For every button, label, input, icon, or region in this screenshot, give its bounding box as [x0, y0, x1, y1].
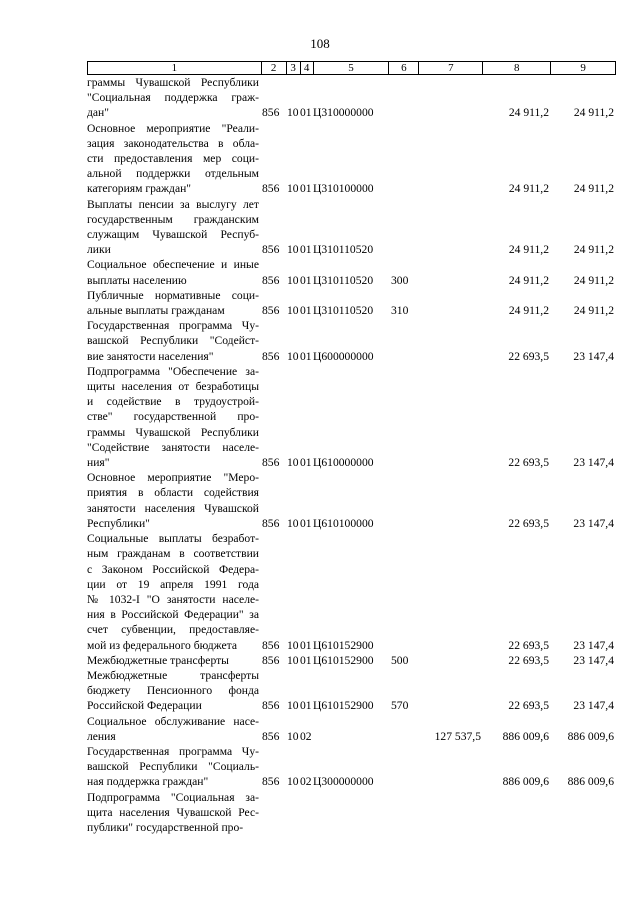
header-col-2: 2	[262, 62, 287, 74]
amount-col-8-cell: 24 911,2	[508, 182, 549, 196]
header-col-8: 8	[483, 62, 551, 74]
ministry-code-cell: 856	[262, 638, 280, 652]
table-row	[87, 744, 616, 790]
row-name-line: ным гражданам в соответствии	[87, 547, 259, 561]
header-col-4: 4	[301, 62, 314, 74]
target-article-cell: Ц310110520	[313, 273, 374, 287]
target-article-cell: Ц610100000	[313, 516, 374, 530]
header-col-7: 7	[419, 62, 483, 74]
amount-col-9-cell: 23 147,4	[573, 349, 614, 363]
target-article-cell: Ц610152900	[313, 699, 374, 713]
row-name-line: приятия в области содействия	[87, 486, 259, 500]
subsection-code-cell: 01	[300, 653, 312, 667]
row-name-line: Государственная программа Чу-	[87, 319, 259, 333]
ministry-code-cell: 856	[262, 106, 280, 120]
section-code-cell: 10	[287, 106, 299, 120]
subsection-code-cell: 01	[300, 243, 312, 257]
row-name-cell	[87, 288, 261, 318]
section-code-cell: 10	[287, 516, 299, 530]
ministry-code-cell: 856	[262, 182, 280, 196]
amount-col-8-cell: 22 693,5	[508, 638, 549, 652]
row-name-line: Основное мероприятие "Реали-	[87, 121, 259, 135]
expense-type-cell: 570	[391, 699, 409, 713]
section-code-cell: 10	[287, 775, 299, 789]
row-name-line: и содействие в трудоустрой-	[87, 395, 259, 409]
section-code-cell: 10	[287, 729, 299, 743]
row-name-line: Республики"	[87, 516, 150, 530]
table-row	[87, 75, 616, 121]
section-code-cell: 10	[287, 699, 299, 713]
row-name-line: дан"	[87, 106, 109, 120]
table-row	[87, 197, 616, 258]
row-name-line: "Социальная поддержка граж-	[87, 91, 259, 105]
target-article-cell: Ц310000000	[313, 106, 374, 120]
ministry-code-cell: 856	[262, 729, 280, 743]
row-name-line: Выплаты пенсии за выслугу лет	[87, 197, 259, 211]
row-name-line: выплаты населению	[87, 273, 187, 287]
section-code-cell: 10	[287, 243, 299, 257]
row-name-line: стве" государственной про-	[87, 410, 259, 424]
row-name-line: ная поддержка граждан"	[87, 775, 209, 789]
amount-col-9-cell: 24 911,2	[573, 182, 614, 196]
amount-col-9-cell: 23 147,4	[573, 516, 614, 530]
section-code-cell: 10	[287, 182, 299, 196]
row-name-line: лики	[87, 243, 111, 257]
target-article-cell: Ц610000000	[313, 456, 374, 470]
table-row	[87, 288, 616, 318]
row-name-cell	[87, 318, 261, 364]
row-name-line: сти предоставления мер соци-	[87, 152, 259, 166]
amount-col-9-cell: 24 911,2	[573, 304, 614, 318]
header-col-6: 6	[389, 62, 419, 74]
row-name-line: Социальное обслуживание насе-	[87, 714, 259, 728]
header-col-9: 9	[551, 62, 616, 74]
ministry-code-cell: 856	[262, 775, 280, 789]
amount-col-9-cell: 886 009,6	[567, 729, 614, 743]
row-name-line: ния"	[87, 456, 110, 470]
row-name-line: Межбюджетные трансферты	[87, 653, 229, 667]
row-name-line: Социальное обеспечение и иные	[87, 258, 259, 272]
amount-col-8-cell: 22 693,5	[508, 653, 549, 667]
expense-type-cell: 500	[391, 653, 409, 667]
row-name-line: категориям граждан"	[87, 182, 192, 196]
ministry-code-cell: 856	[262, 699, 280, 713]
row-name-line: Подпрограмма "Обеспечение за-	[87, 364, 259, 378]
row-name-cell	[87, 653, 261, 668]
amount-col-9-cell: 23 147,4	[573, 699, 614, 713]
amount-col-8-cell: 24 911,2	[508, 106, 549, 120]
subsection-code-cell: 01	[300, 182, 312, 196]
header-col-1: 1	[88, 62, 262, 74]
amount-col-8-cell: 24 911,2	[508, 243, 549, 257]
amount-col-9-cell: 24 911,2	[573, 243, 614, 257]
table-body	[87, 75, 616, 835]
ministry-code-cell: 856	[262, 516, 280, 530]
target-article-cell: Ц300000000	[313, 775, 374, 789]
section-code-cell: 10	[287, 638, 299, 652]
amount-col-8-cell: 22 693,5	[508, 699, 549, 713]
budget-table	[87, 61, 616, 835]
amount-col-8-cell: 24 911,2	[508, 304, 549, 318]
row-name-line: Публичные нормативные соци-	[87, 288, 259, 302]
amount-col-9-cell: 24 911,2	[573, 106, 614, 120]
row-name-cell	[87, 364, 261, 470]
table-row	[87, 653, 616, 668]
section-code-cell: 10	[287, 304, 299, 318]
subsection-code-cell: 01	[300, 456, 312, 470]
amount-col-8-cell: 22 693,5	[508, 456, 549, 470]
page-number: 108	[310, 36, 330, 51]
row-name-line: ния в Российской Федерации" за	[87, 608, 259, 622]
row-name-cell	[87, 470, 261, 531]
row-name-line: Основное мероприятие "Меро-	[87, 471, 259, 485]
amount-col-8-cell: 24 911,2	[508, 273, 549, 287]
row-name-line: мой из федерального бюджета	[87, 638, 237, 652]
subsection-code-cell: 01	[300, 273, 312, 287]
table-row	[87, 257, 616, 287]
table-row	[87, 364, 616, 470]
subsection-code-cell: 01	[300, 106, 312, 120]
table-row	[87, 790, 616, 836]
row-name-line: ления	[87, 729, 116, 743]
row-name-line: Подпрограмма "Социальная за-	[87, 790, 259, 804]
subsection-code-cell: 01	[300, 699, 312, 713]
amount-col-8-cell: 886 009,6	[502, 775, 549, 789]
expense-type-cell: 300	[391, 273, 409, 287]
section-code-cell: 10	[287, 273, 299, 287]
subsection-code-cell: 01	[300, 516, 312, 530]
ministry-code-cell: 856	[262, 243, 280, 257]
row-name-cell	[87, 121, 261, 197]
row-name-line: бюджету Пенсионного фонда	[87, 684, 259, 698]
table-row	[87, 714, 616, 744]
row-name-line: Российской Федерации	[87, 699, 202, 713]
row-name-cell	[87, 668, 261, 714]
row-name-line: щита населения Чувашской Рес-	[87, 805, 259, 819]
ministry-code-cell: 856	[262, 653, 280, 667]
section-code-cell: 10	[287, 349, 299, 363]
row-name-line: счет субвенции, предоставляе-	[87, 623, 259, 637]
subsection-code-cell: 02	[300, 775, 312, 789]
target-article-cell: Ц310100000	[313, 182, 374, 196]
amount-col-8-cell: 22 693,5	[508, 349, 549, 363]
table-header-row	[87, 61, 616, 75]
amount-col-8-cell: 886 009,6	[502, 729, 549, 743]
row-name-line: "Содействие занятости населе-	[87, 440, 259, 454]
row-name-line: альные выплаты гражданам	[87, 304, 225, 318]
ministry-code-cell: 856	[262, 349, 280, 363]
row-name-line: государственным гражданским	[87, 212, 259, 226]
target-article-cell: Ц310110520	[313, 243, 374, 257]
row-name-line: Государственная программа Чу-	[87, 744, 259, 758]
row-name-cell	[87, 257, 261, 287]
header-col-3: 3	[287, 62, 301, 74]
row-name-line: граммы Чувашской Республики	[87, 76, 259, 89]
row-name-cell	[87, 531, 261, 653]
table-row	[87, 470, 616, 531]
row-name-cell	[87, 714, 261, 744]
subsection-code-cell: 01	[300, 638, 312, 652]
amount-col-8-cell: 22 693,5	[508, 516, 549, 530]
row-name-line: ции от 19 апреля 1991 года	[87, 577, 259, 591]
row-name-line: Межбюджетные трансферты	[87, 668, 259, 682]
header-col-5: 5	[314, 62, 390, 74]
subsection-code-cell: 01	[300, 304, 312, 318]
amount-col-9-cell: 23 147,4	[573, 456, 614, 470]
target-article-cell: Ц610152900	[313, 653, 374, 667]
row-name-line: вашской Республики "Содейст-	[87, 334, 259, 348]
row-name-line: Социальные выплаты безработ-	[87, 532, 259, 546]
ministry-code-cell: 856	[262, 304, 280, 318]
expense-type-cell: 310	[391, 304, 409, 318]
amount-col-9-cell: 886 009,6	[567, 775, 614, 789]
amount-col-9-cell: 23 147,4	[573, 638, 614, 652]
row-name-line: с Законом Российской Федера-	[87, 562, 259, 576]
row-name-line: щиты населения от безработицы	[87, 380, 259, 394]
ministry-code-cell: 856	[262, 273, 280, 287]
target-article-cell: Ц310110520	[313, 304, 374, 318]
subsection-code-cell: 02	[300, 729, 312, 743]
row-name-line: вашской Республики "Социаль-	[87, 760, 259, 774]
row-name-line: публики" государственной про-	[87, 820, 244, 834]
row-name-line: зация законодательства в обла-	[87, 136, 259, 150]
row-name-cell	[87, 790, 261, 836]
table-row	[87, 531, 616, 653]
ministry-code-cell: 856	[262, 456, 280, 470]
target-article-cell: Ц610152900	[313, 638, 374, 652]
table-row	[87, 121, 616, 197]
row-name-line: занятости населения Чувашской	[87, 501, 259, 515]
subsection-code-cell: 01	[300, 349, 312, 363]
target-article-cell: Ц600000000	[313, 349, 374, 363]
amount-col-7-cell: 127 537,5	[434, 729, 481, 743]
amount-col-9-cell: 24 911,2	[573, 273, 614, 287]
row-name-line: № 1032-I "О занятости населе-	[87, 592, 259, 606]
row-name-line: граммы Чувашской Республики	[87, 425, 259, 439]
row-name-line: вие занятости населения"	[87, 349, 214, 363]
table-row	[87, 318, 616, 364]
row-name-cell	[87, 744, 261, 790]
amount-col-9-cell: 23 147,4	[573, 653, 614, 667]
section-code-cell: 10	[287, 456, 299, 470]
row-name-line: служащим Чувашской Респуб-	[87, 228, 259, 242]
row-name-line: альной поддержки отдельным	[87, 167, 259, 181]
row-name-cell	[87, 75, 261, 121]
section-code-cell: 10	[287, 653, 299, 667]
table-row	[87, 668, 616, 714]
row-name-cell	[87, 197, 261, 258]
